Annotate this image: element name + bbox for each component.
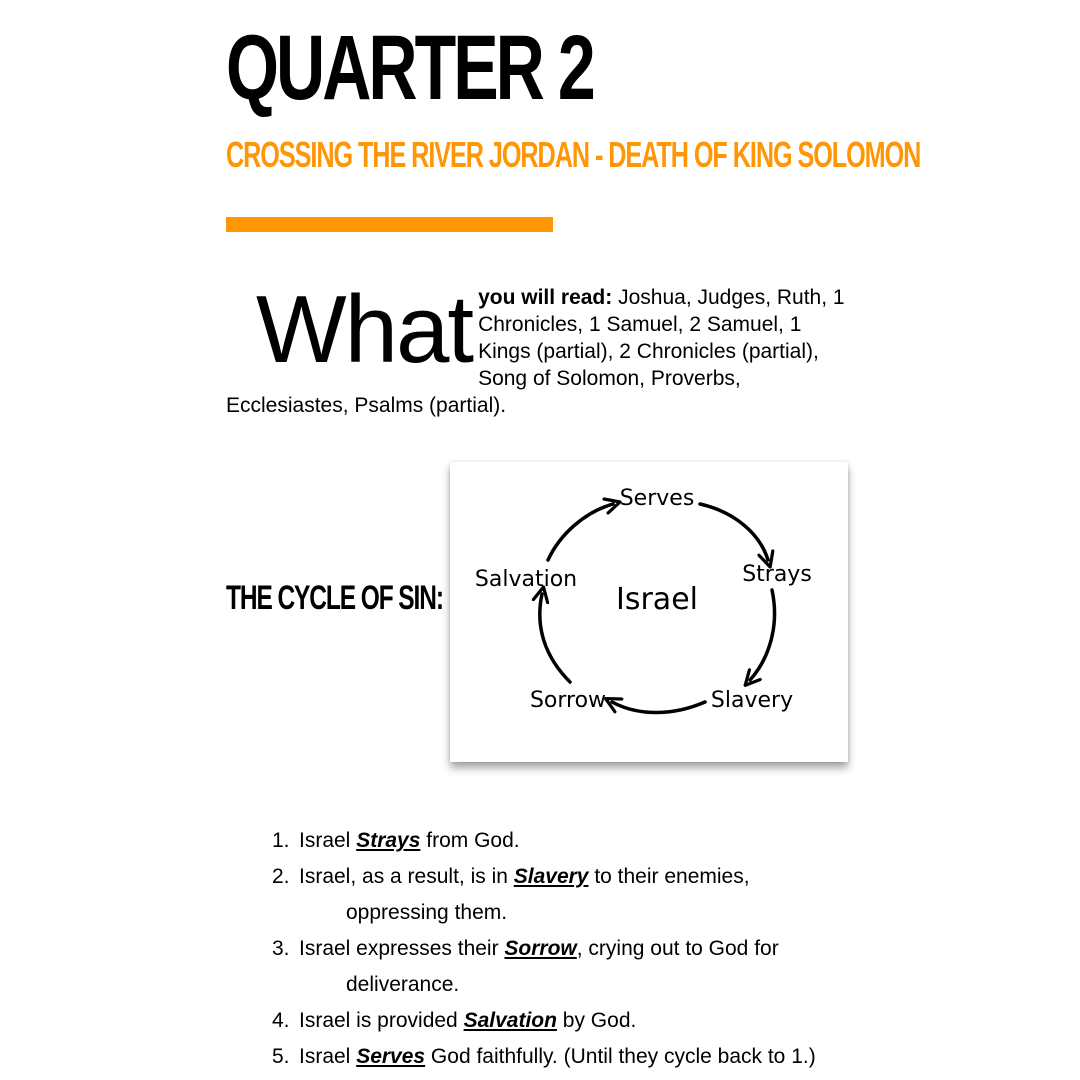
stage-serves: Serves (619, 486, 695, 511)
stage-slavery: Slavery (710, 688, 794, 713)
reading-label: you will read: (478, 286, 613, 309)
page-title: QUARTER 2 (226, 17, 593, 119)
accent-divider (226, 217, 553, 232)
step-number: 2. (272, 865, 290, 888)
arrow-strays-to-slavery (750, 590, 775, 680)
list-item (272, 931, 872, 1003)
stage-strays: Strays (742, 562, 812, 587)
step-text: by God. (556, 1009, 637, 1032)
step-number: 3. (272, 937, 290, 960)
step-text: Israel (299, 1045, 357, 1068)
page-subtitle: CROSSING THE RIVER JORDAN - DEATH OF KING SOLOMON (226, 134, 921, 175)
list-item (272, 823, 872, 859)
arrow-salvation-to-serves (548, 504, 613, 560)
arrow-slavery-to-sorrow (612, 702, 705, 713)
cycle-center-label: Israel (616, 582, 698, 617)
step-text: Israel, as a result, is in (299, 865, 514, 888)
step-number: 4. (272, 1009, 290, 1032)
step-text: Israel is provided (299, 1009, 464, 1032)
step-keyword: Serves (356, 1045, 426, 1068)
step-continuation: deliverance. (346, 973, 460, 996)
cycle-diagram-svg (450, 462, 848, 762)
step-text: from God. (420, 829, 520, 852)
step-number: 5. (272, 1045, 290, 1068)
list-item (272, 1039, 872, 1075)
step-keyword: Slavery (513, 865, 589, 888)
step-keyword: Sorrow (504, 937, 577, 960)
step-text: God faithfully. (Until they cycle back to 1.) (425, 1045, 816, 1068)
stage-salvation: Salvation (474, 567, 578, 592)
step-text: , crying out to God for (576, 937, 779, 960)
step-keyword: Salvation (463, 1009, 557, 1032)
step-text: Israel (299, 829, 357, 852)
drop-word: What (256, 276, 473, 383)
cycle-steps-list (272, 823, 872, 1075)
step-keyword: Strays (356, 829, 421, 852)
reading-paragraph (226, 276, 856, 419)
step-continuation: oppressing them. (346, 901, 508, 924)
step-text: Israel expresses their (299, 937, 505, 960)
step-text: to their enemies, (588, 865, 750, 888)
list-item (272, 1003, 872, 1039)
list-item (272, 859, 872, 931)
step-number: 1. (272, 829, 290, 852)
cycle-heading: THE CYCLE OF SIN: (226, 579, 443, 617)
arrow-sorrow-to-salvation (540, 594, 570, 682)
stage-sorrow: Sorrow (529, 688, 607, 713)
arrow-serves-to-strays (700, 504, 768, 560)
reading-books: Joshua, Judges, Ruth, 1 Chronicles, 1 Samuel, 2 Samuel, 1 Kings (partial), 2 Chronicles (partial), Song of Solomon, Proverbs, Ecclesiastes, Psalms (partial). (226, 286, 845, 417)
cycle-diagram (450, 462, 848, 762)
